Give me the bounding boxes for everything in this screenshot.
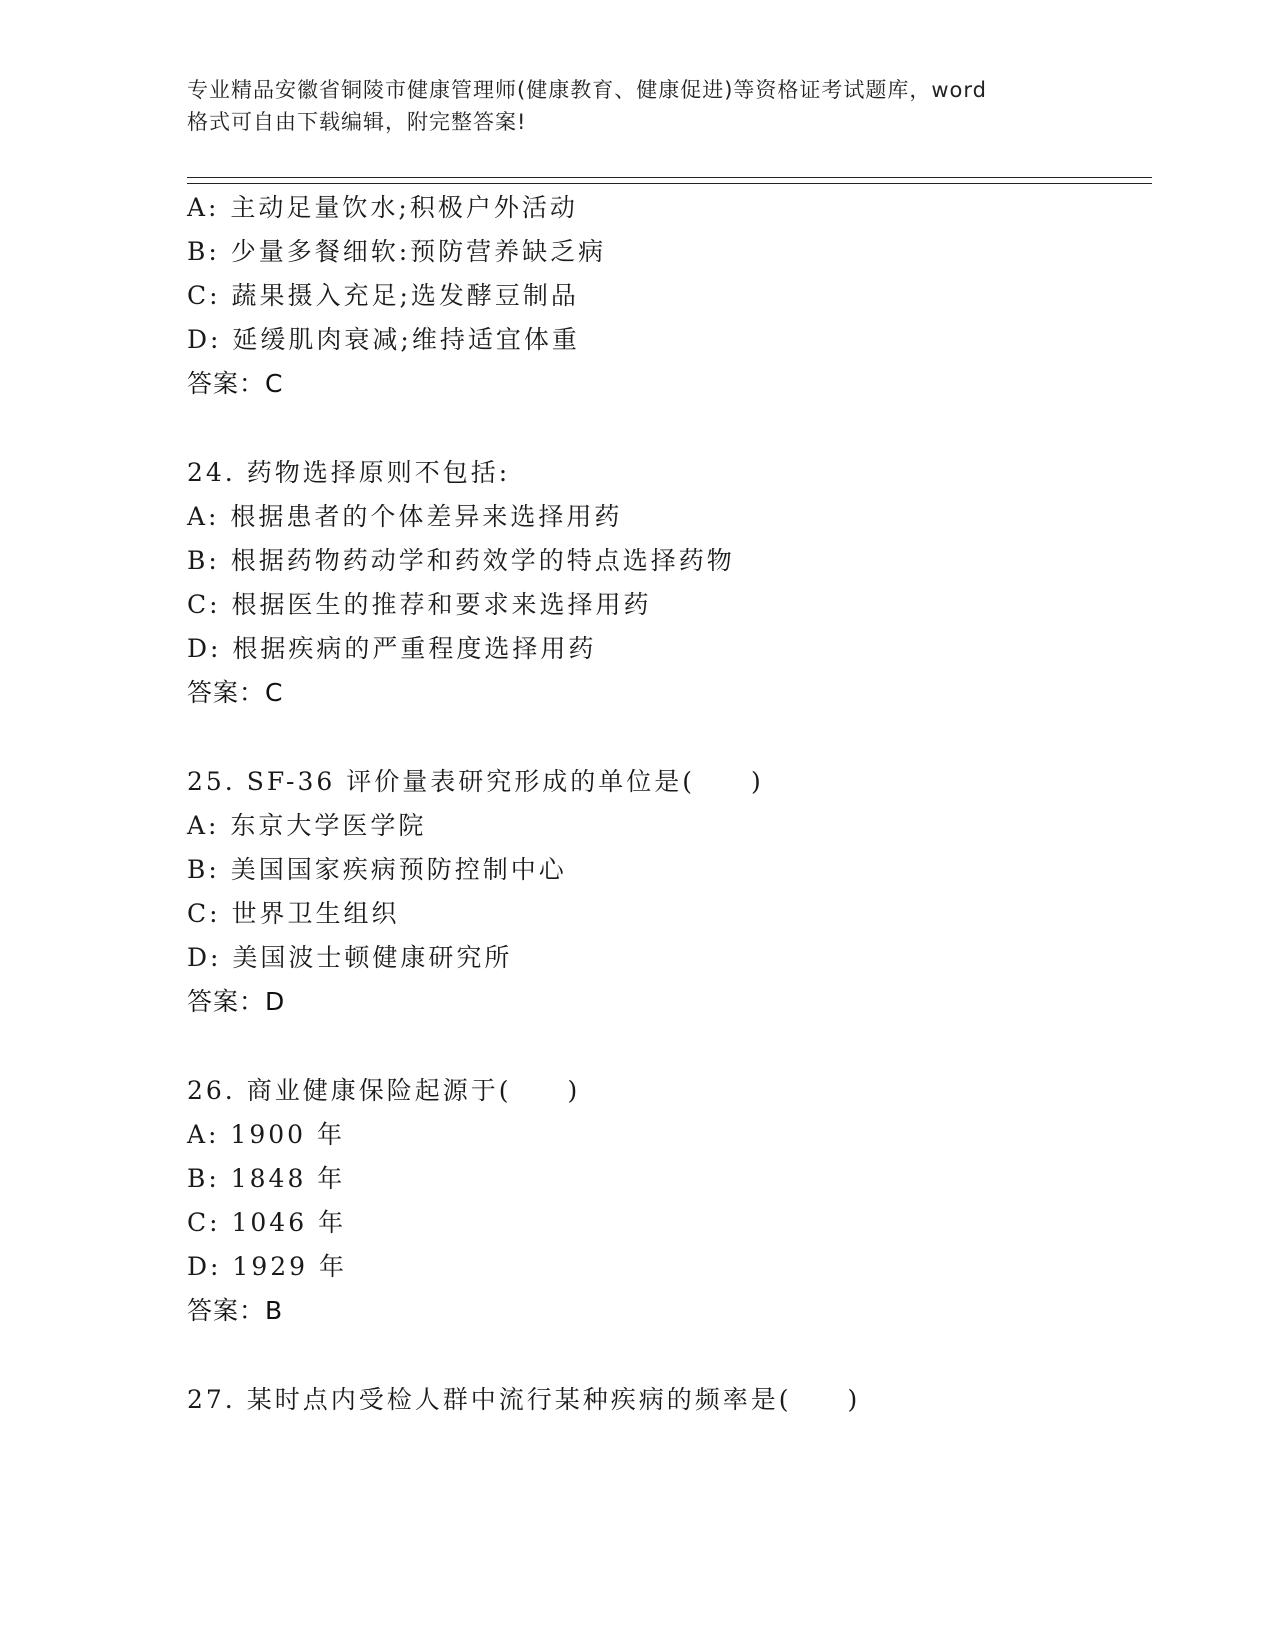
header-line-2: 格式可自由下载编辑，附完整答案! [187, 110, 527, 134]
q23-option-c: C: 蔬果摄入充足;选发酵豆制品 [187, 281, 579, 310]
q26-question: 26. 商业健康保险起源于( ) [187, 1076, 581, 1105]
q23-option-d: D: 延缓肌肉衰减;维持适宜体重 [187, 325, 580, 354]
q25-answer: 答案：D [187, 987, 286, 1016]
q25-question: 25. SF-36 评价量表研究形成的单位是( ) [187, 767, 764, 796]
q24-answer: 答案：C [187, 678, 284, 707]
q26-option-d: D: 1929 年 [187, 1252, 347, 1281]
q26-option-c: C: 1046 年 [187, 1208, 347, 1237]
q24-question: 24. 药物选择原则不包括: [187, 458, 511, 487]
q25-option-d: D: 美国波士顿健康研究所 [187, 943, 513, 972]
q25-option-a: A: 东京大学医学院 [187, 811, 427, 840]
q23-answer: 答案：C [187, 369, 284, 398]
header-divider-top [187, 177, 1152, 178]
q24-option-b: B: 根据药物药动学和药效学的特点选择药物 [187, 546, 735, 575]
q25-option-b: B: 美国国家疾病预防控制中心 [187, 855, 567, 884]
q24-option-d: D: 根据疾病的严重程度选择用药 [187, 634, 597, 663]
q24-option-a: A: 根据患者的个体差异来选择用药 [187, 502, 623, 531]
header-line-1: 专业精品安徽省铜陵市健康管理师(健康教育、健康促进)等资格证考试题库，word [187, 78, 988, 102]
q26-option-a: A: 1900 年 [187, 1120, 345, 1149]
q23-option-a: A: 主动足量饮水;积极户外活动 [187, 193, 578, 222]
header-divider-bottom [187, 183, 1152, 184]
q23-option-b: B: 少量多餐细软:预防营养缺乏病 [187, 237, 607, 266]
q26-option-b: B: 1848 年 [187, 1164, 346, 1193]
q25-option-c: C: 世界卫生组织 [187, 899, 400, 928]
q24-option-c: C: 根据医生的推荐和要求来选择用药 [187, 590, 652, 619]
document-header [187, 74, 1087, 138]
q26-answer: 答案：B [187, 1296, 284, 1325]
q27-question: 27. 某时点内受检人群中流行某种疾病的频率是( ) [187, 1385, 861, 1414]
